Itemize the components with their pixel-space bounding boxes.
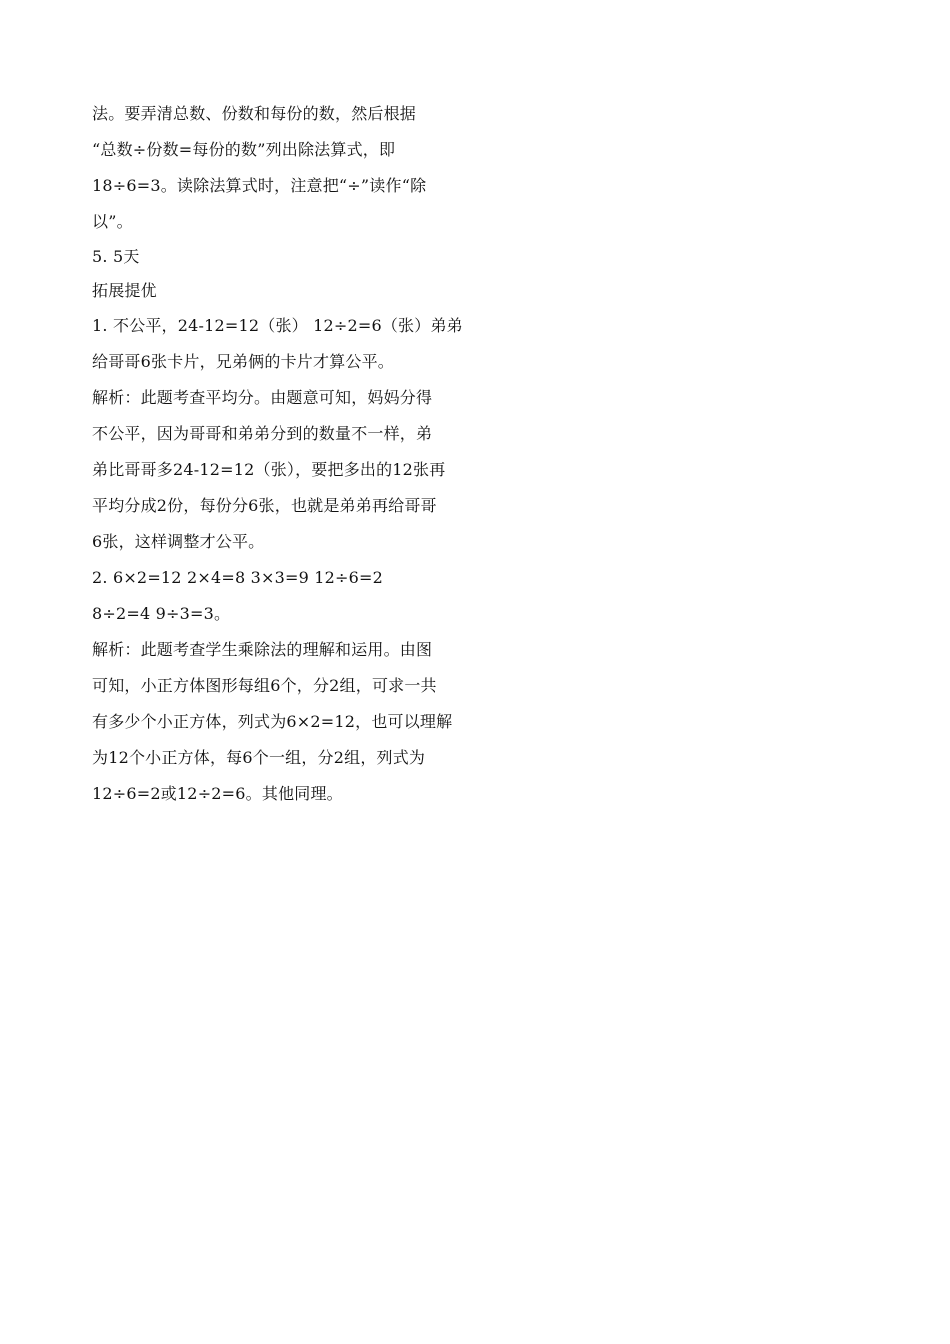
analysis-2-line-2: 可知，小正方体图形每组6个，分2组，可求一共 xyxy=(92,676,437,695)
analysis-1-line-5: 6张，这样调整才公平。 xyxy=(92,532,265,551)
text-line-3: 18÷6=3。读除法算式时，注意把“÷”读作“除 xyxy=(92,176,427,195)
text-line-1: 法。要弄清总数、份数和每份的数，然后根据 xyxy=(92,104,417,123)
analysis-2-line-5: 12÷6=2或12÷2=6。其他同理。 xyxy=(92,784,343,803)
answer-2-cont: 8÷2=4 9÷3=3。 xyxy=(92,604,231,623)
answer-1-cont: 给哥哥6张卡片，兄弟俩的卡片才算公平。 xyxy=(92,352,394,371)
text-line-2: “总数÷份数=每份的数”列出除法算式，即 xyxy=(92,140,396,159)
analysis-2-line-4: 为12个小正方体，每6个一组，分2组，列式为 xyxy=(92,748,426,767)
analysis-1-line-1: 解析：此题考查平均分。由题意可知，妈妈分得 xyxy=(92,388,433,407)
analysis-1-line-4: 平均分成2份，每份分6张，也就是弟弟再给哥哥 xyxy=(92,496,437,515)
text-column xyxy=(92,96,462,812)
answer-5: 5. 5天 xyxy=(92,247,140,266)
answer-2: 2. 6×2=12 2×4=8 3×3=9 12÷6=2 xyxy=(92,568,383,587)
analysis-2-line-1: 解析：此题考查学生乘除法的理解和运用。由图 xyxy=(92,640,433,659)
section-heading: 拓展提优 xyxy=(92,281,157,300)
analysis-1-line-2: 不公平，因为哥哥和弟弟分到的数量不一样，弟 xyxy=(92,424,433,443)
analysis-2-line-3: 有多少个小正方体，列式为6×2=12，也可以理解 xyxy=(92,712,453,731)
analysis-1-line-3: 弟比哥哥多24-12=12（张），要把多出的12张再 xyxy=(92,460,446,479)
answer-1: 1. 不公平，24-12=12（张） 12÷2=6（张）弟弟 xyxy=(92,316,463,335)
text-line-4: 以”。 xyxy=(92,212,133,231)
